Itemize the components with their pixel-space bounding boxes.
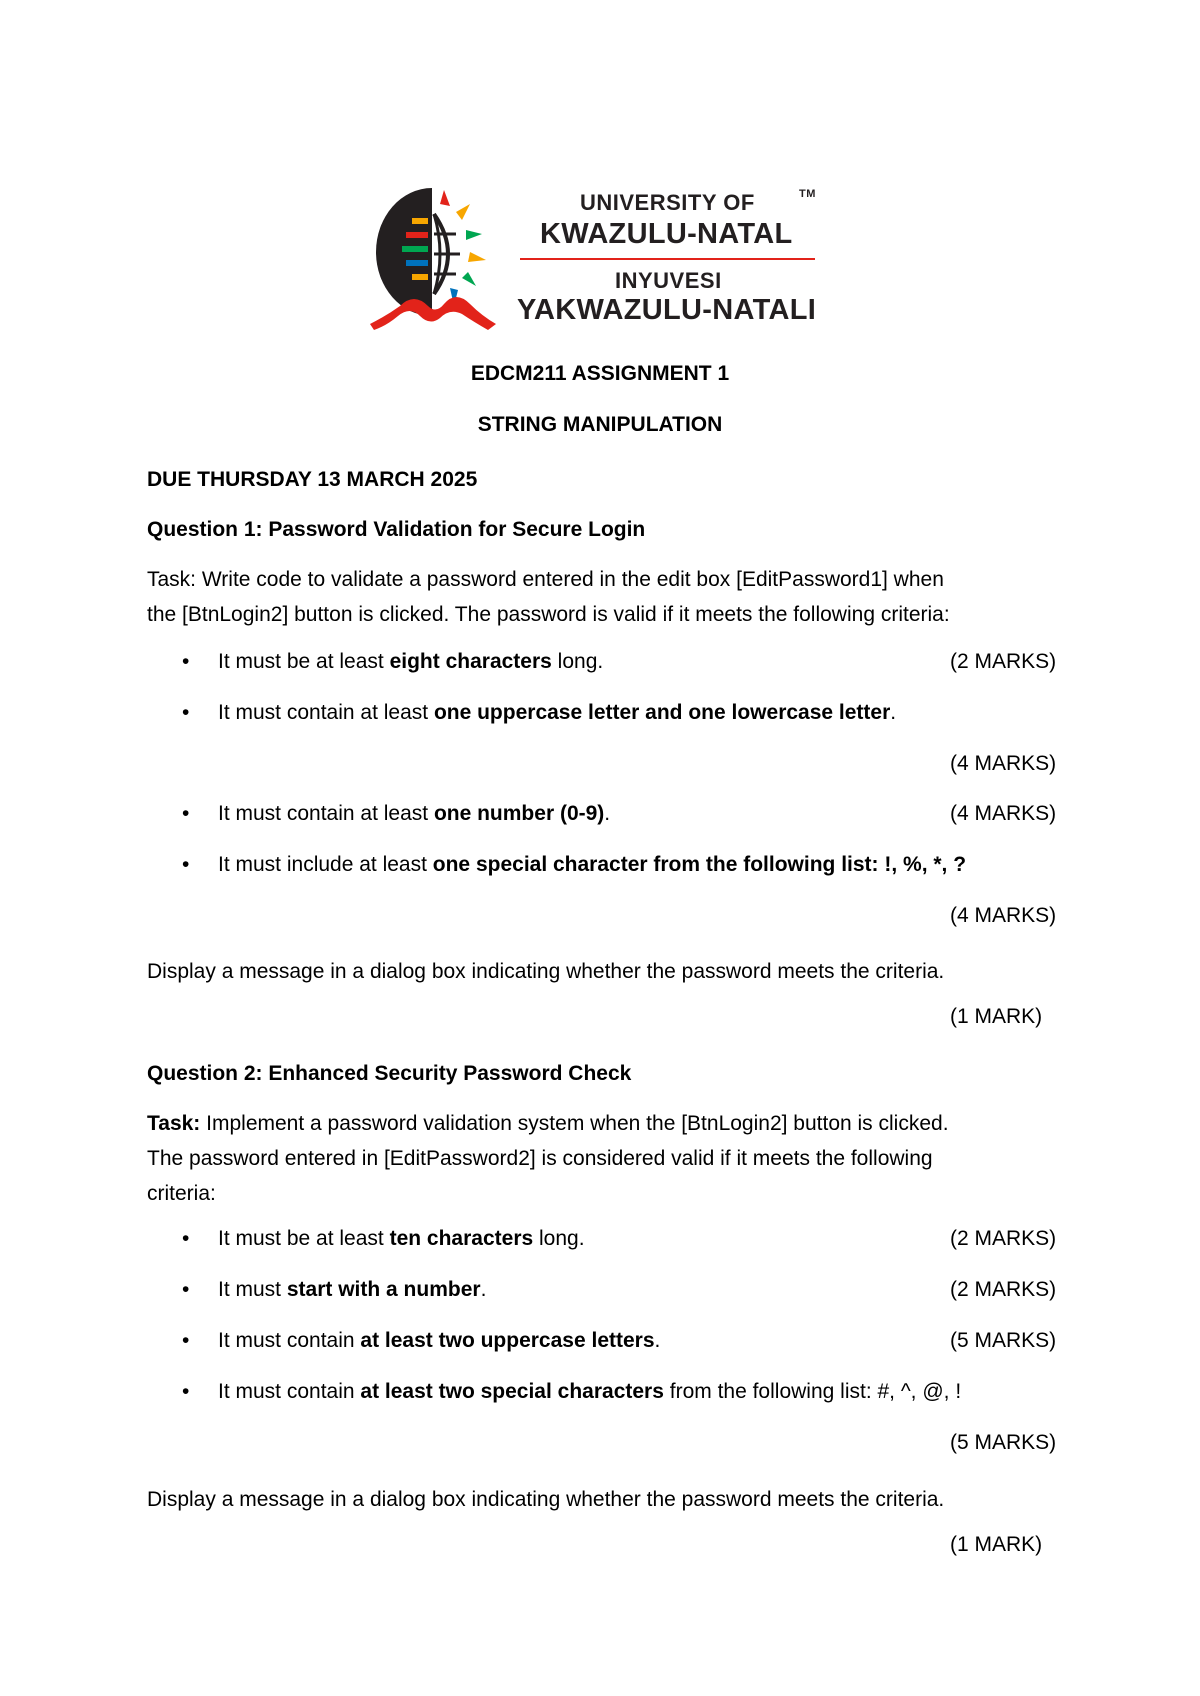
document-subtitle: STRING MANIPULATION xyxy=(477,413,723,436)
university-logo xyxy=(370,184,820,334)
bullet-icon: • xyxy=(182,1227,190,1250)
logo-line-yakwazulu-natali: YAKWAZULU-NATALI xyxy=(517,294,817,326)
criterion-marks: (4 MARKS) xyxy=(950,904,1057,927)
criterion-marks: (5 MARKS) xyxy=(950,1329,1057,1352)
bullet-icon: • xyxy=(182,650,190,673)
bullet-icon: • xyxy=(182,1329,190,1352)
criterion-text: It must be at least eight characters long. xyxy=(218,650,604,673)
question-1-task-line-2: the [BtnLogin2] button is clicked. The password is valid if it meets the following criteria: xyxy=(147,603,950,626)
question-2-task-line-1: Task: Implement a password validation system when the [BtnLogin2] button is clicked. xyxy=(147,1112,949,1135)
logo-line-kwazulu-natal: KWAZULU-NATAL xyxy=(540,218,793,250)
question-2-display-instruction: Display a message in a dialog box indicating whether the password meets the criteria. xyxy=(147,1488,945,1511)
ukzn-emblem-icon xyxy=(370,184,530,334)
bullet-icon: • xyxy=(182,1380,190,1403)
question-2-task-line-3: criteria: xyxy=(147,1182,216,1205)
question-1-display-instruction: Display a message in a dialog box indicating whether the password meets the criteria. xyxy=(147,960,945,983)
criterion-text: It must include at least one special character from the following list: !, %, *, ? xyxy=(218,853,967,876)
bullet-icon: • xyxy=(182,1278,190,1301)
criterion-text: It must contain at least one uppercase letter and one lowercase letter. xyxy=(218,701,897,724)
criterion-marks: (4 MARKS) xyxy=(950,802,1057,825)
criterion-marks: (2 MARKS) xyxy=(950,650,1057,673)
logo-divider xyxy=(520,258,815,260)
question-1-heading: Question 1: Password Validation for Secure Login xyxy=(147,518,646,541)
logo-trademark: TM xyxy=(799,188,816,200)
criterion-marks: (4 MARKS) xyxy=(950,752,1057,775)
document-title: EDCM211 ASSIGNMENT 1 xyxy=(470,362,730,385)
question-2-task-line-2: The password entered in [EditPassword2] is considered valid if it meets the following xyxy=(147,1147,933,1170)
due-date: DUE THURSDAY 13 MARCH 2025 xyxy=(147,468,478,491)
bullet-icon: • xyxy=(182,701,190,724)
criterion-marks: (2 MARKS) xyxy=(950,1227,1057,1250)
criterion-text: It must be at least ten characters long. xyxy=(218,1227,585,1250)
question-1-display-marks: (1 MARK) xyxy=(950,1005,1043,1028)
criterion-text: It must start with a number. xyxy=(218,1278,487,1301)
question-1-task-line-1: Task: Write code to validate a password entered in the edit box [EditPassword1] when xyxy=(147,568,944,591)
bullet-icon: • xyxy=(182,853,190,876)
question-2-heading: Question 2: Enhanced Security Password Check xyxy=(147,1062,632,1085)
criterion-text: It must contain at least two special characters from the following list: #, ^, @, ! xyxy=(218,1380,962,1403)
logo-line-university-of: UNIVERSITY OF xyxy=(580,190,755,215)
question-2-display-marks: (1 MARK) xyxy=(950,1533,1043,1556)
criterion-text: It must contain at least one number (0-9). xyxy=(218,802,611,825)
criterion-marks: (5 MARKS) xyxy=(950,1431,1057,1454)
criterion-text: It must contain at least two uppercase letters. xyxy=(218,1329,661,1352)
criterion-marks: (2 MARKS) xyxy=(950,1278,1057,1301)
logo-line-inyuvesi: INYUVESI xyxy=(615,268,722,293)
bullet-icon: • xyxy=(182,802,190,825)
